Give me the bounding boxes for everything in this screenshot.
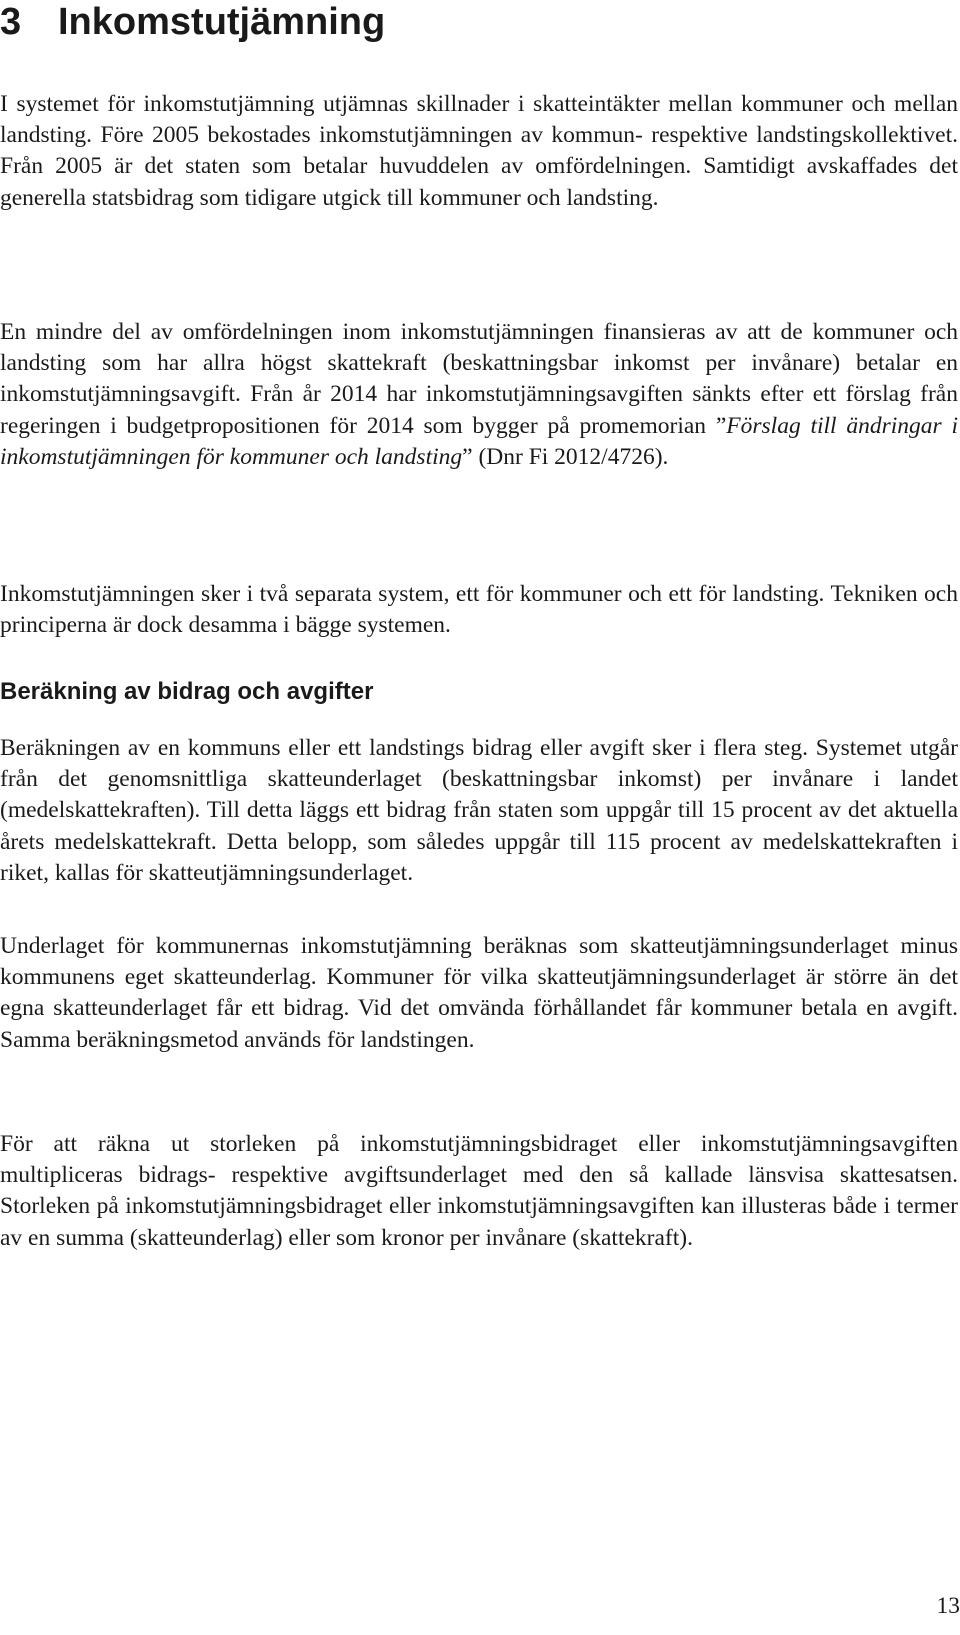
body-paragraph-2	[0, 317, 958, 473]
body-paragraph-5: Underlaget för kommunernas inkomstutjämning beräknas som skatteutjämningsunderlaget minus kommunens eget skatteunderlag. Kommuner för vilka skatteutjämningsunderlaget är större än det egna skatteunderlaget får ett bidrag. Vid det omvända förhållandet får kommuner betala en avgift. Samma beräkningsmetod används för landstingen.	[0, 933, 958, 1053]
body-paragraph-6: För att räkna ut storleken på inkomstutjämningsbidraget eller inkomstutjämningsavgiften multipliceras bidrags- respektive avgiftsunderlaget med den så kallade länsvisa skattesatsen. Storleken på inkomstutjämningsbidraget eller inkomstutjämningsavgiften kan illusteras både i termer av en summa (skatteunderlag) eller som kronor per invånare (skattekraft).	[0, 1131, 958, 1251]
body-paragraph-4: Beräkningen av en kommuns eller ett landstings bidrag eller avgift sker i flera steg. Systemet utgår från det genomsnittliga skatteunderlaget (beskattningsbar inkomst) per invånare i landet (medelskattekraften). Till detta läggs ett bidrag från staten som uppgår till 15 procent av det aktuella årets medelskattekraft. Detta belopp, som således uppgår till 115 procent av medelskattekraften i riket, kallas för skatteutjämningsunderlaget.	[0, 735, 958, 886]
memorandum-title: Förslag till ändringar i inkomstutjämningen för kommuner och landsting	[0, 412, 958, 470]
chapter-title	[0, 0, 385, 44]
paragraph-2-text-start: En mindre del av omfördelningen inom inkomstutjämningen finansieras av att de kommuner och landsting som har allra högst skattekraft (beskattningsbar inkomst per invånare) betalar en inkomstutjämningsavgift. Från år 2014 har inkomstutjämningsavgiften sänkts efter ett förslag från regeringen i budgetpropositionen för 2014 som bygger på promemorian ”	[0, 319, 958, 439]
section-heading: Beräkning av bidrag och avgifter	[0, 678, 374, 705]
page-number: 13	[936, 1593, 960, 1619]
body-paragraph-1: I systemet för inkomstutjämning utjämnas skillnader i skatteintäkter mellan kommuner och mellan landsting. Före 2005 bekostades inkomstutjämningen av kommun- respektive landstingskollektivet. Från 2005 är det staten som betalar huvuddelen av omfördelningen. Samtidigt avskaffades det generella statsbidrag som tidigare utgick till kommuner och landsting.	[0, 91, 958, 211]
chapter-title-text: Inkomstutjämning	[58, 1, 386, 43]
chapter-number: 3	[0, 1, 22, 43]
body-paragraph-3: Inkomstutjämningen sker i två separata system, ett för kommuner och ett för landsting. Tekniken och principerna är dock desamma i bägge systemen.	[0, 581, 958, 639]
paragraph-2-text-end: ” (Dnr Fi 2012/4726).	[462, 443, 669, 470]
